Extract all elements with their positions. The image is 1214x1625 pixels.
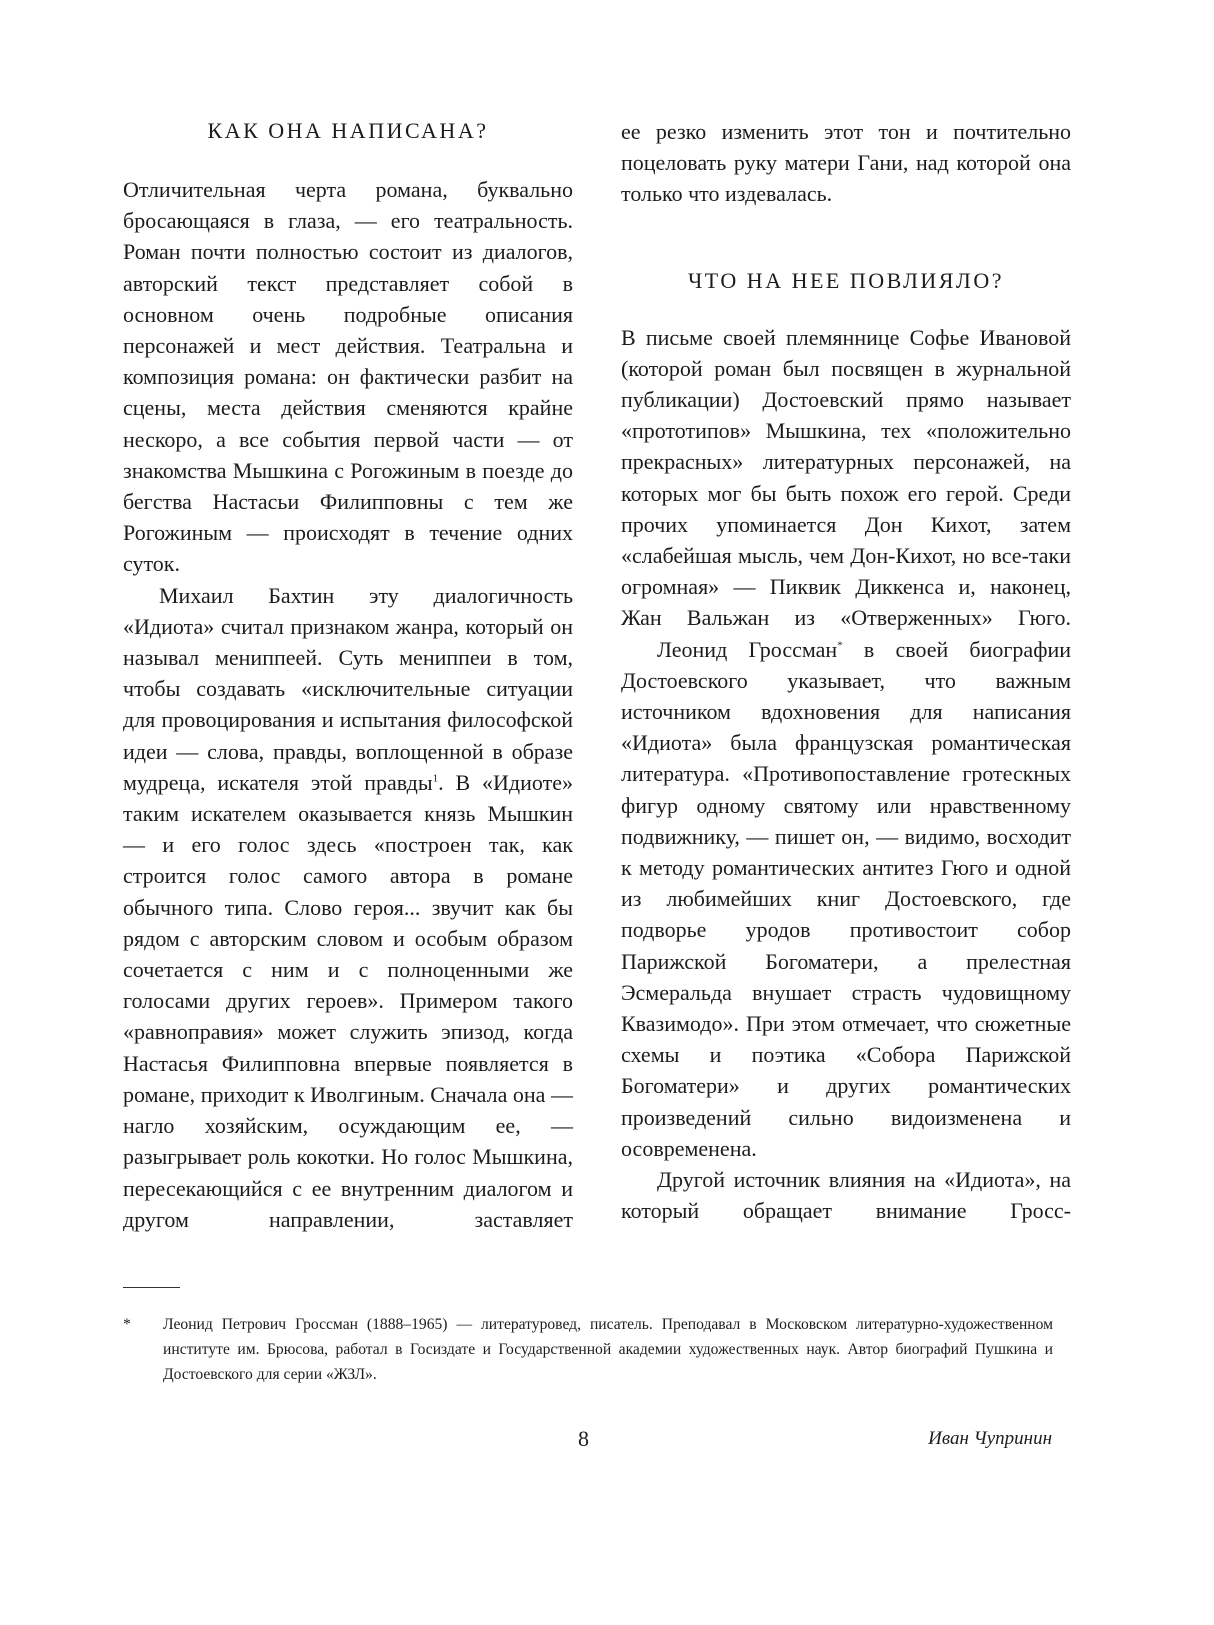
paragraph-continuation: ее резко изменить этот тон и почтительно поцеловать руку матери Гани, над которой она только что издевалась. xyxy=(621,119,1071,207)
footnote-rule xyxy=(123,1287,180,1288)
running-footer-author: Иван Чупринин xyxy=(928,1428,1052,1449)
text-span: Михаил Бахтин эту диалогичность «Идиота» считал признаком жанра, который он называл мениппеей. Суть мениппеи в том, чтобы создавать «исключительные ситуации для провоцирования и испытания философской идеи — слова, правды, воплощенной в образе мудреца, искателя этой правды xyxy=(123,582,573,795)
text-span: в своей биографии Достоевского указывает, что важным источником вдохновения для написания «Идиота» была французская романтическая литература. «Противопоставление гротескных фигур одному святому или нравственному подвижнику, — пишет он, — видимо, восходит к методу романтических антитез Гюго и одной из любимейших книг Достоевского, где подворье уродов противостоит собор Парижской Богоматери, а прелестная Эсмеральда внушает страсть чудовищному Квазимодо». При этом отмечает, что сюжетные схемы и поэтика «Собора Парижской Богоматери» и других романтических произведений сильно видоизменена и осовременена. xyxy=(621,636,1071,1161)
footnote-mark: * xyxy=(123,1316,131,1333)
page-number: 8 xyxy=(578,1426,589,1451)
footnote xyxy=(123,1312,1053,1387)
text-span: . В «Идиоте» таким искателем оказывается князь Мышкин — и его голос здесь «построен так, как строится голос самого автора в романе обычного типа. Слово героя... звучит как бы рядом с авторским словом и особым образом сочетается с ним и с полноценными же голосами других героев». Примером такого «равноправия» может служить эпизод, когда Настасья Филипповна впервые появляется в романе, приходит к Иволгиным. Сначала она — нагло хозяйским, осуждающим ее, — разыгрывает роль кокотки. Но голос Мышкина, пересекающийся с ее внутренним диалогом и другом направлении, заставляет xyxy=(123,769,573,1232)
footnote-ref: 1 xyxy=(432,772,439,785)
paragraph: Другой источник влияния на «Идиота», на который обращает внимание Гросс- xyxy=(621,1167,1071,1224)
paragraph xyxy=(123,580,573,1235)
paragraph: Отличительная черта романа, буквально бросающаяся в глаза, — его театральность. Роман почти полностью состоит из диалогов, авторский текст представляет собой в основном очень подробные описания персонажей и мест действия. Театральна и композиция романа: он фактически разбит на сцены, места действия сменяются крайне нескоро, а все события первой части — от знакомства Мышкина с Рогожиным в поезде до бегства Настасьи Филипповны с тем же Рогожиным — происходят в течение одних суток. xyxy=(123,177,573,577)
footnote-ref: * xyxy=(837,639,843,652)
text-span: Леонид Гроссман xyxy=(657,636,838,662)
section-heading-how-written: КАК ОНА НАПИСАНА? xyxy=(207,118,489,143)
section-heading-influences: ЧТО НА НЕЕ ПОВЛИЯЛО? xyxy=(687,267,1005,293)
right-column xyxy=(621,116,1071,1227)
paragraph xyxy=(621,634,1071,1164)
paragraph: В письме своей племяннице Софье Ивановой (которой роман был посвящен в журнальной публикации) Достоевский прямо называет «прототипов» Мышкина, тех «положительно прекрасных» литературных персонажей, на которых мог бы быть похож его герой. Среди прочих упоминается Дон Кихот, затем «слабейшая мысль, чем Дон-Кихот, но все-таки огромная» — Пиквик Диккенса и, наконец, Жан Вальжан из «Отверженных» Гюго. xyxy=(621,324,1071,631)
footnote-text: Леонид Петрович Гроссман (1888–1965) — литературовед, писатель. Преподавал в Московском литературно-художественном институте им. Брюсова, работал в Госиздате и Государственной академии художественных наук. Автор биографий Пушкина и Достоевского для серии «ЖЗЛ». xyxy=(163,1316,1053,1383)
left-column xyxy=(123,116,573,1235)
